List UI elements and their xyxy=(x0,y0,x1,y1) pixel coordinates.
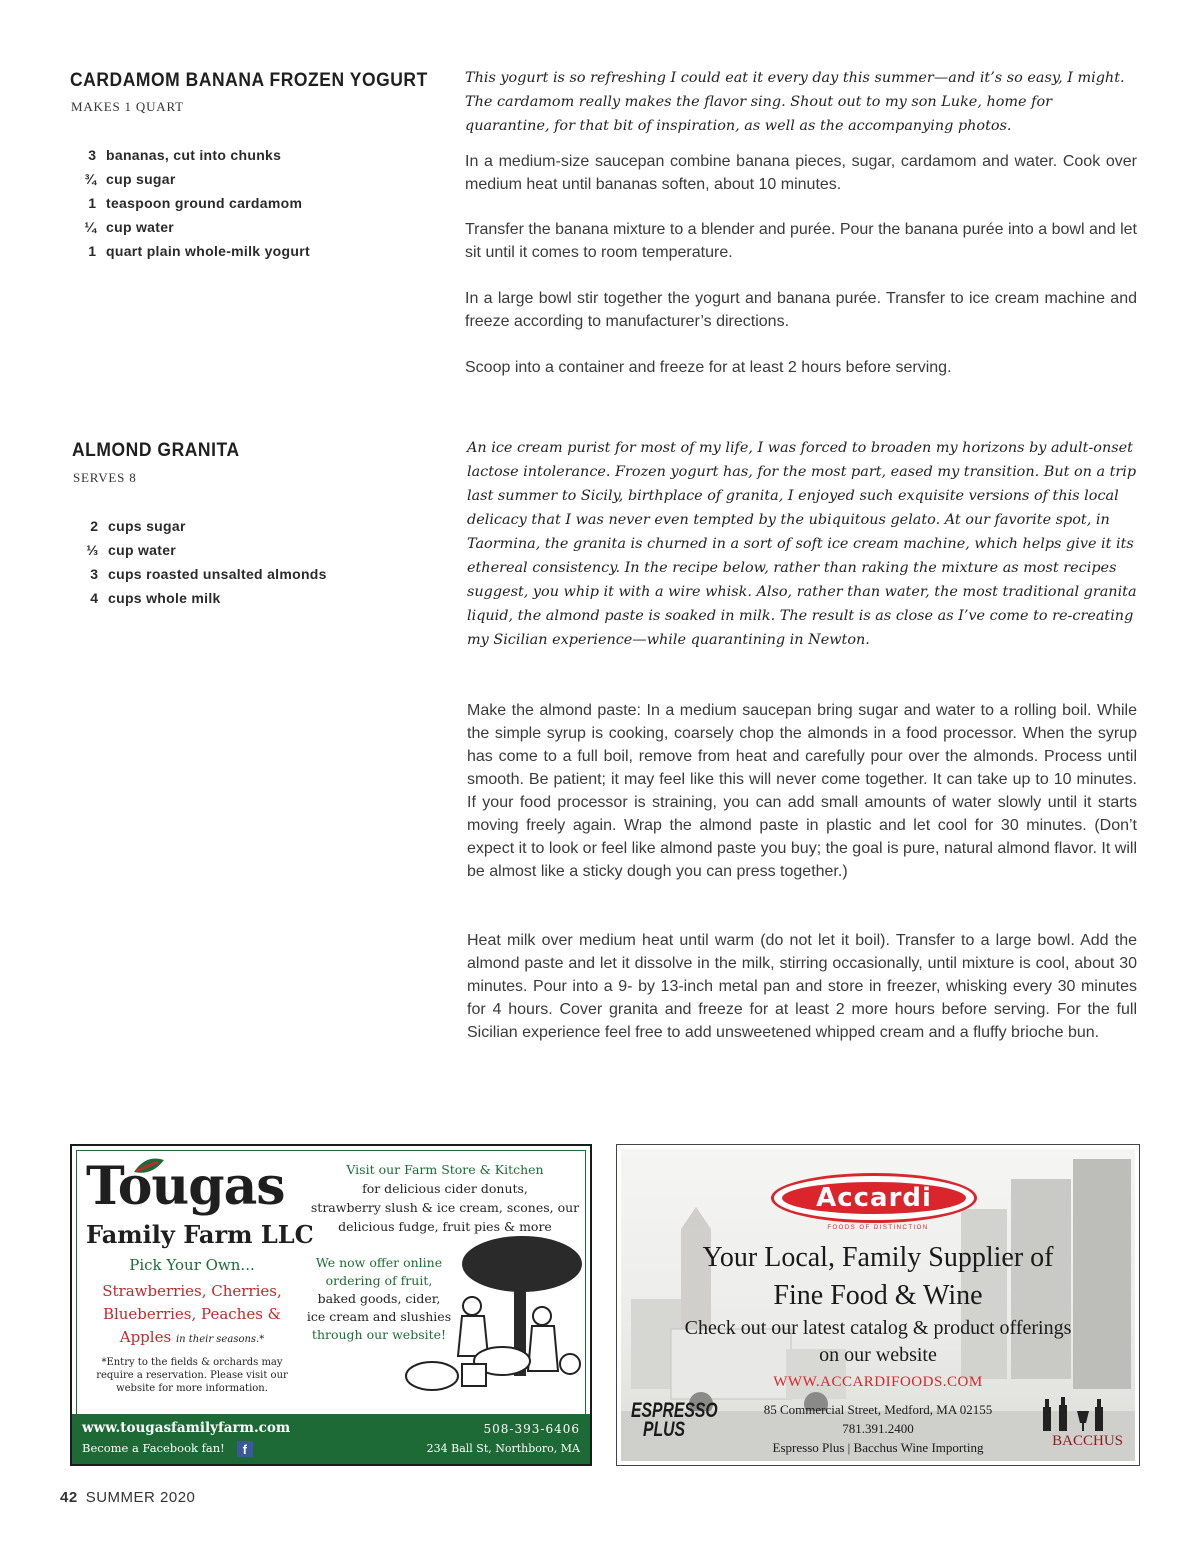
accardi-brands: Espresso Plus | Bacchus Wine Importing xyxy=(772,1440,984,1455)
online-line: through our website! xyxy=(311,1327,447,1342)
tougas-ad[interactable] xyxy=(70,1144,592,1466)
tougas-facebook-link[interactable] xyxy=(82,1441,253,1457)
fruit-line xyxy=(72,1326,312,1351)
ingredient-qty: 1 xyxy=(88,195,96,211)
ingredient-item xyxy=(70,215,310,239)
ingredient-text: cup water xyxy=(108,542,177,558)
ingredient-qty: ¼ xyxy=(84,219,96,235)
tougas-subtitle: Family Farm LLC xyxy=(86,1220,314,1249)
espresso-plus-logo xyxy=(631,1401,718,1439)
accardi-logo xyxy=(771,1173,977,1223)
tougas-address: 234 Ball St, Northboro, MA xyxy=(426,1442,580,1455)
ingredient-item xyxy=(72,514,327,538)
ingredient-item xyxy=(70,143,310,167)
recipe-step: In a large bowl stir together the yogurt and banana purée. Transfer to ice cream machine and freeze according to manufacturer’s directions. xyxy=(465,290,1137,330)
tougas-pick-title: Pick Your Own... xyxy=(129,1256,255,1274)
recipe-step: Transfer the banana mixture to a blender and purée. Pour the banana purée into a bowl and let sit until it comes to room temperature. xyxy=(465,221,1137,261)
wine-bottles-icon xyxy=(1037,1397,1117,1433)
fruit-line: Strawberries, Cherries, xyxy=(102,1282,282,1300)
recipe-title: ALMOND GRANITA xyxy=(72,440,240,461)
ingredient-item xyxy=(70,167,310,191)
ingredient-text: cup sugar xyxy=(106,171,176,187)
ingredient-qty: 3 xyxy=(90,566,98,582)
headline-line: Your Local, Family Supplier of xyxy=(702,1242,1054,1273)
ingredient-text: cups whole milk xyxy=(108,590,221,606)
recipe-step: Make the almond paste: In a medium saucepan bring sugar and water to a rolling boil. While the simple syrup is cooking, coarsely chop the almonds in a food processor. When the syrup has come to a full boil, remove from heat and carefully pour over the almonds. Process until smooth. Be patient; it may feel like this will never come together. It can take up to 10 minutes. If your food processor is straining, you can add small amounts of water slowly until it starts moving freely again. Wrap the almond paste in plastic and let cool for 30 minutes. (Don’t expect it to look or feel like almond paste you buy; the goal is pure, natural almond flavor. It will be almost like a sticky dough you can press together.) xyxy=(467,702,1137,880)
online-title: We now offer online xyxy=(315,1255,443,1270)
ingredient-item xyxy=(70,191,310,215)
ingredient-text: cups roasted unsalted almonds xyxy=(108,566,327,582)
recipe-intro: An ice cream purist for most of my life, I was forced to broaden my horizons by adult-onset lactose intolerance. Frozen yogurt has, for the most part, eased my transition. But on a trip last summer to Sicily, birthplace of granita, I enjoyed such exquisite versions of this local delicacy that I was never even tempted by the ubiquitous gelato. At our favorite spot, in Taormina, the granita is churned in a sort of soft ice cream machine, which helps give it its ethereal consistency. In the recipe below, rather than raking the mixture as most recipes suggest, you whip it with a wire whisk. Also, rather than water, the most traditional granita liquid, the almond paste is soaked in milk. The result is as close as I’ve come to re-creating my Sicilian experience—while quarantining in Newton. xyxy=(467,440,1137,648)
headline-line: Fine Food & Wine xyxy=(773,1280,983,1311)
ingredient-item xyxy=(72,562,327,586)
tougas-footer xyxy=(72,1414,590,1464)
ingredient-list xyxy=(70,143,310,263)
ingredient-text: cup water xyxy=(106,219,175,235)
farm-family-illustration xyxy=(402,1236,582,1396)
accardi-address: 85 Commercial Street, Medford, MA 02155 xyxy=(763,1402,993,1417)
accardi-ad[interactable] xyxy=(616,1144,1140,1466)
ingredient-qty: 3 xyxy=(88,147,96,163)
visit-line: for delicious cider donuts, xyxy=(362,1181,528,1196)
subhead-line: on our website xyxy=(819,1344,937,1366)
tougas-note: *Entry to the fields & orchards may require a reservation. Please visit our website for more information. xyxy=(96,1357,288,1394)
subhead-line: Check out our latest catalog & product offerings xyxy=(684,1317,1072,1339)
fruit-line: Blueberries, Peaches & xyxy=(102,1305,282,1323)
visit-line: delicious fudge, fruit pies & more xyxy=(338,1219,552,1234)
plus-text: PLUS xyxy=(643,1418,686,1441)
facebook-label: Become a Facebook fan! xyxy=(82,1441,225,1455)
ingredient-list xyxy=(72,514,327,610)
tougas-fruit-list xyxy=(72,1280,312,1351)
tougas-logo: Tougas xyxy=(86,1156,285,1217)
recipe-step: Heat milk over medium heat until warm (do not let it boil). Transfer to a large bowl. Add the almond paste and let it dissolve in the milk, stirring occasionally, until mixture is cool, about 30 minutes. Pour into a 9- by 13-inch metal pan and store in freezer, whisking every 30 minutes for 4 hours. Cover granita and freeze for at least 2 more hours before serving. For the full Sicilian experience feel free to add unsweetened whipped cream and a fluffy brioche bun. xyxy=(467,932,1137,1041)
issue-label: SUMMER 2020 xyxy=(85,1489,196,1506)
ingredient-qty: ⅓ xyxy=(86,542,98,558)
tougas-phone: 508-393-6406 xyxy=(483,1422,580,1436)
recipe-step: In a medium-size saucepan combine banana pieces, sugar, cardamom and water. Cook over medium heat until bananas soften, about 10 minutes. xyxy=(465,153,1137,193)
ingredient-qty: 4 xyxy=(90,590,98,606)
ingredient-text: bananas, cut into chunks xyxy=(106,147,282,163)
espresso-text: ESPRESSO xyxy=(631,1399,718,1422)
page-folio xyxy=(60,1489,195,1506)
facebook-icon[interactable]: f xyxy=(237,1441,253,1457)
ingredient-item xyxy=(72,586,327,610)
online-line: ordering of fruit, xyxy=(325,1273,433,1288)
ingredient-text: quart plain whole-milk yogurt xyxy=(106,243,310,259)
recipe-intro: This yogurt is so refreshing I could eat it every day this summer—and it’s so easy, I might. The cardamom really makes the flavor sing. Shout out to my son Luke, home for quarantine, for that bit of inspiration, as well as the accompanying photos. xyxy=(465,70,1125,134)
online-line: baked goods, cider, xyxy=(317,1291,441,1306)
visit-title: Visit our Farm Store & Kitchen xyxy=(346,1162,544,1177)
recipe-title: CARDAMOM BANANA FROZEN YOGURT xyxy=(70,70,428,91)
ingredient-text: cups sugar xyxy=(108,518,186,534)
bacchus-logo: BACCHUS xyxy=(1052,1433,1123,1449)
fruit-apples: Apples xyxy=(119,1328,172,1346)
ingredient-item xyxy=(70,239,310,263)
ingredient-item xyxy=(72,538,327,562)
accardi-subhead xyxy=(617,1315,1139,1369)
recipe-step: Scoop into a container and freeze for at least 2 hours before serving. xyxy=(465,359,952,376)
accardi-tagline: FOODS OF DISTINCTION xyxy=(827,1225,929,1231)
tougas-visit-block xyxy=(310,1160,580,1236)
ingredient-qty: 2 xyxy=(90,518,98,534)
page-number: 42 xyxy=(60,1489,78,1506)
ingredient-qty: 1 xyxy=(88,243,96,259)
online-line: ice cream and slushies xyxy=(306,1309,452,1324)
accardi-website-link[interactable]: WWW.ACCARDIFOODS.COM xyxy=(773,1374,983,1390)
tougas-website-link[interactable]: www.tougasfamilyfarm.com xyxy=(82,1420,291,1436)
accardi-logo-text: Accardi xyxy=(782,1182,966,1214)
recipe-yield: SERVES 8 xyxy=(73,470,137,485)
accardi-phone: 781.391.2400 xyxy=(842,1421,914,1436)
recipe-yield: MAKES 1 QUART xyxy=(71,99,184,114)
ingredient-text: teaspoon ground cardamom xyxy=(106,195,303,211)
visit-line: strawberry slush & ice cream, scones, our xyxy=(310,1200,580,1215)
fruit-seasons: in their seasons.* xyxy=(175,1334,265,1345)
ingredient-qty: ¾ xyxy=(84,171,96,187)
accardi-headline xyxy=(617,1239,1139,1315)
